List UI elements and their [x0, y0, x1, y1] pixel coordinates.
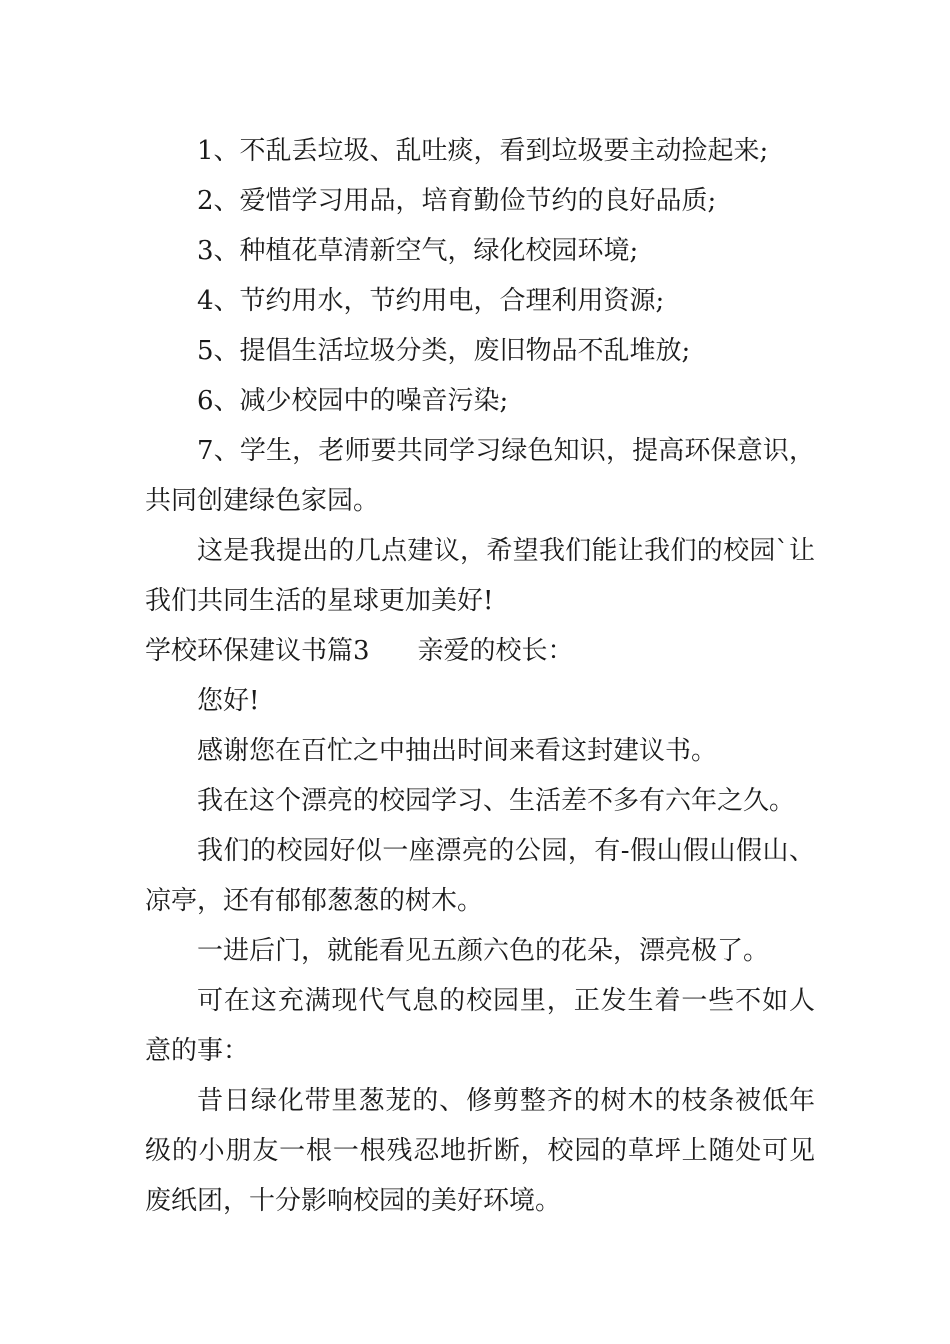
letter-paragraph: 一进后门，就能看见五颜六色的花朵，漂亮极了。 [197, 936, 770, 966]
section-heading-line [145, 626, 815, 676]
closing-paragraph: 这是我提出的几点建议，希望我们能让我们的校园`让我们共同生活的星球更加美好! [145, 536, 815, 616]
list-item: 6、减少校园中的噪音污染; [197, 386, 509, 416]
list-item: 2、爱惜学习用品，培育勤俭节约的良好品质; [197, 186, 717, 216]
letter-paragraph: 感谢您在百忙之中抽出时间来看这封建议书。 [197, 736, 718, 766]
salutation: 亲爱的校长： [417, 636, 574, 666]
letter-paragraph: 昔日绿化带里葱茏的、修剪整齐的树木的枝条被低年级的小朋友一根一根残忍地折断，校园的草坪上随处可见废纸团，十分影响校园的美好环境。 [145, 1086, 815, 1216]
document-body [145, 126, 815, 1226]
list-item: 3、种植花草清新空气，绿化校园环境; [197, 236, 639, 266]
letter-paragraph: 我在这个漂亮的校园学习、生活差不多有六年之久。 [197, 786, 796, 816]
section-title: 学校环保建议书篇3 [145, 636, 370, 666]
list-item: 1、不乱丢垃圾、乱吐痰，看到垃圾要主动捡起来; [197, 136, 769, 166]
letter-paragraph: 可在这充满现代气息的校园里，正发生着一些不如人意的事： [145, 986, 815, 1066]
list-item: 5、提倡生活垃圾分类，废旧物品不乱堆放; [197, 336, 691, 366]
list-item: 7、学生，老师要共同学习绿色知识，提高环保意识，共同创建绿色家园。 [145, 436, 815, 516]
list-item: 4、节约用水，节约用电，合理利用资源; [197, 286, 665, 316]
letter-paragraph: 我们的校园好似一座漂亮的公园，有-假山假山假山、凉亭，还有郁郁葱葱的树木。 [145, 836, 815, 916]
letter-paragraph: 您好! [197, 686, 260, 716]
